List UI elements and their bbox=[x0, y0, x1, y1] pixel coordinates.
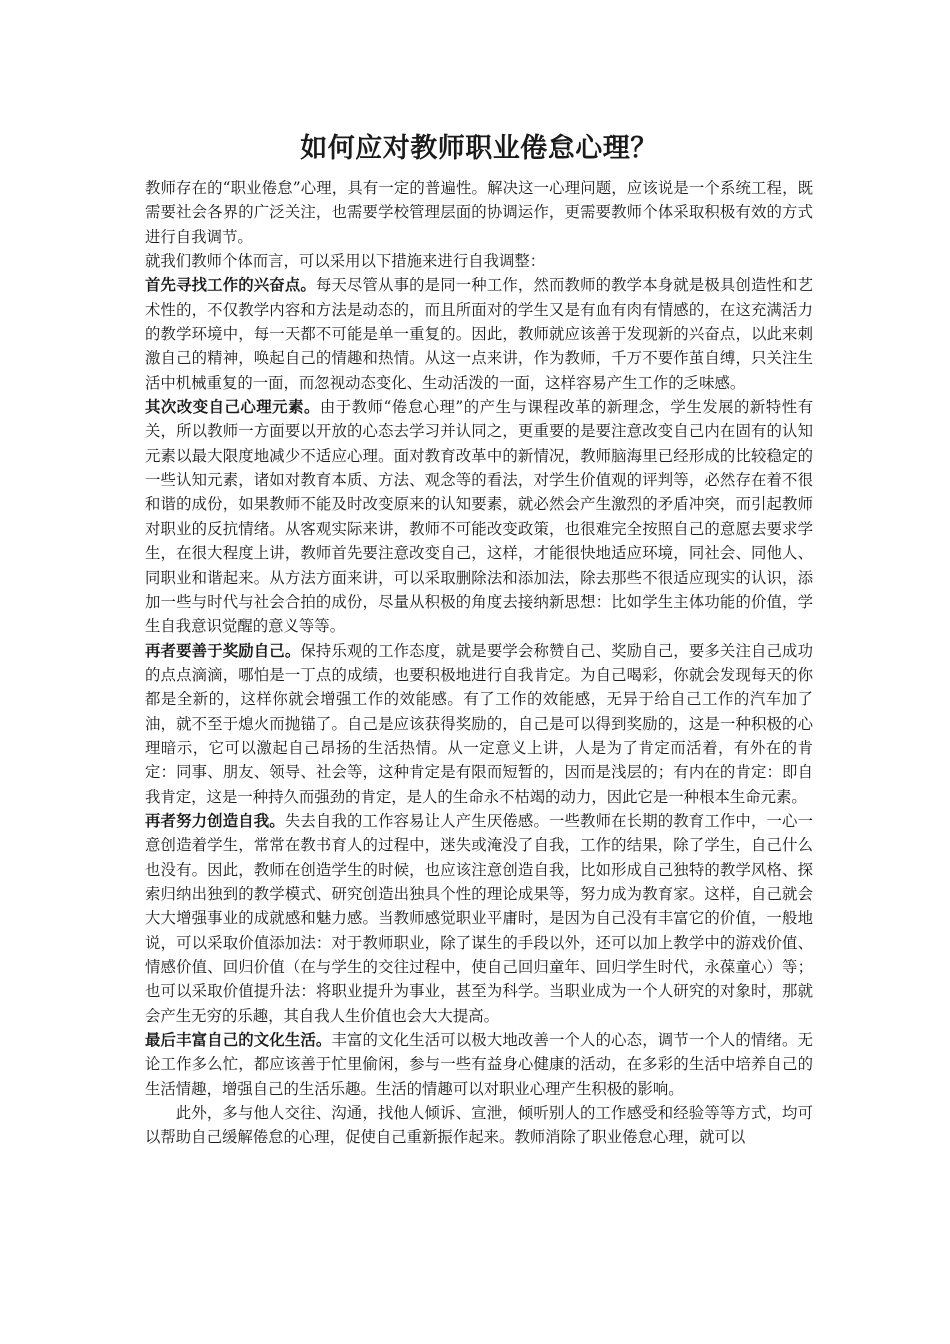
measures-intro-paragraph bbox=[145, 249, 813, 273]
measure-paragraph-culture bbox=[145, 1028, 813, 1101]
paragraph-text: 由于教师“倦怠心理”的产生与课程改革的新理念，学生发展的新特性有关，所以教师一方面要以开放的心态去学习并认同之，更重要的是要注意改变自己内在固有的认知元素以最大限度地减少不适应心理。面对教育改革中的新情况，教师脑海里已经形成的比较稳定的一些认知元素，诸如对教育本质、方法、观念等的看法，对学生价值观的评判等，必然存在着不很和谐的成份，如果教师不能及时改变原来的认知要素，就必然会产生激烈的矛盾冲突，而引起教师对职业的反抗情绪。从客观实际来讲，教师不可能改变政策，也很难完全按照自己的意愿去要求学生，在很大程度上讲，教师首先要注意改变自己，这样，才能很快地适应环境，同社会、同他人、同职业和谐起来。从方法方面来讲，可以采取删除法和添加法，除去那些不很适应现实的认识，添加一些与时代与社会合拍的成份，尽量从积极的角度去接纳新思想：比如学生主体功能的价值，学生自我意识觉醒的意义等等。 bbox=[145, 398, 813, 636]
paragraph-text: 丰富的文化生活可以极大地改善一个人的心态，调节一个人的情绪。无论工作多么忙，都应该善于忙里偷闲，参与一些有益身心健康的活动，在多彩的生活中培养自己的生活情趣，增强自己的生活乐趣。生活的情趣可以对职业心理产生积极的影响。 bbox=[145, 1031, 813, 1098]
paragraph-text: 失去自我的工作容易让人产生厌倦感。一些教师在长期的教育工作中，一心一意创造着学生，常常在教书育人的过程中，迷失或淹没了自我，工作的结果，除了学生，自己什么也没有。因此，教师在创造学生的时候，也应该注意创造自我，比如形成自己独特的教学风格、探索归纳出独到的教学模式、研究创造出独具个性的理论成果等，努力成为教育家。这样，自己就会大大增强事业的成就感和魅力感。当教师感觉职业平庸时，是因为自己没有丰富它的价值，一般地说，可以采取价值添加法：对于教师职业，除了谋生的手段以外，还可以加上教学中的游戏价值、情感价值、回归价值（在与学生的交往过程中，使自己回归童年、回归学生时代，永葆童心）等；也可以采取价值提升法：将职业提升为事业，甚至为科学。当职业成为一个人研究的对象时，那就会产生无穷的乐趣，其自我人生价值也会大大提高。 bbox=[145, 811, 813, 1025]
paragraph-heading: 最后丰富自己的文化生活。 bbox=[145, 1031, 332, 1050]
measure-paragraph-cognition bbox=[145, 395, 813, 638]
paragraph-heading: 其次改变自己心理元素。 bbox=[145, 398, 320, 417]
intro-paragraph bbox=[145, 176, 813, 249]
paragraph-heading: 再者努力创造自我。 bbox=[145, 811, 285, 830]
paragraph-text: 就我们教师个体而言，可以采用以下措施来进行自我调整： bbox=[145, 252, 546, 271]
paragraph-text: 此外，多与他人交往、沟通，找他人倾诉、宣泄，倾听别人的工作感受和经验等等方式，均可以帮助自己缓解倦怠的心理，促使自己重新振作起来。教师消除了职业倦怠心理，就可以 bbox=[145, 1104, 813, 1147]
measure-paragraph-interest bbox=[145, 273, 813, 395]
document-title: 如何应对教师职业倦怠心理？ bbox=[300, 133, 658, 164]
paragraph-text: 保持乐观的工作态度，就是要学会称赞自己、奖励自己，要多关注自己成功的点点滴滴，哪怕是一丁点的成绩，也要积极地进行自我肯定。为自己喝彩，你就会发现每天的你都是全新的，这样你就会增强工作的效能感。有了工作的效能感，无异于给自己工作的汽车加了油，就不至于熄火而抛锚了。自己是应该获得奖励的，自己是可以得到奖励的，这是一种积极的心理暗示，它可以激起自己昂扬的生活热情。从一定意义上讲，人是为了肯定而活着，有外在的肯定：同事、朋友、领导、社会等，这种肯定是有限而短暂的，因而是浅层的；有内在的肯定：即自我肯定，这是一种持久而强劲的肯定，是人的生命永不枯竭的动力，因此它是一种根本生命元素。 bbox=[145, 641, 813, 806]
measure-paragraph-create-self bbox=[145, 809, 813, 1028]
paragraph-heading: 首先寻找工作的兴奋点。 bbox=[145, 276, 316, 295]
paragraph-text: 教师存在的“职业倦怠”心理，具有一定的普遍性。解决这一心理问题，应该说是一个系统工程，既需要社会各界的广泛关注，也需要学校管理层面的协调运作，更需要教师个体采取积极有效的方式进行自我调节。 bbox=[145, 179, 813, 246]
measure-paragraph-reward bbox=[145, 639, 813, 809]
paragraph-text: 每天尽管从事的是同一种工作，然而教师的教学本身就是极具创造性和艺术性的，不仅教学内容和方法是动态的，而且所面对的学生又是有血有肉有情感的，在这充满活力的教学环境中，每一天都不可能是单一重复的。因此，教师就应该善于发现新的兴奋点，以此来刺激自己的精神，唤起自己的情趣和热情。从这一点来讲，作为教师，千万不要作茧自缚，只关注生活中机械重复的一面，而忽视动态变化、生动活泼的一面，这样容易产生工作的乏味感。 bbox=[145, 276, 813, 392]
document-page bbox=[145, 128, 813, 1150]
paragraph-heading: 再者要善于奖励自己。 bbox=[145, 641, 301, 660]
closing-paragraph bbox=[145, 1101, 813, 1150]
